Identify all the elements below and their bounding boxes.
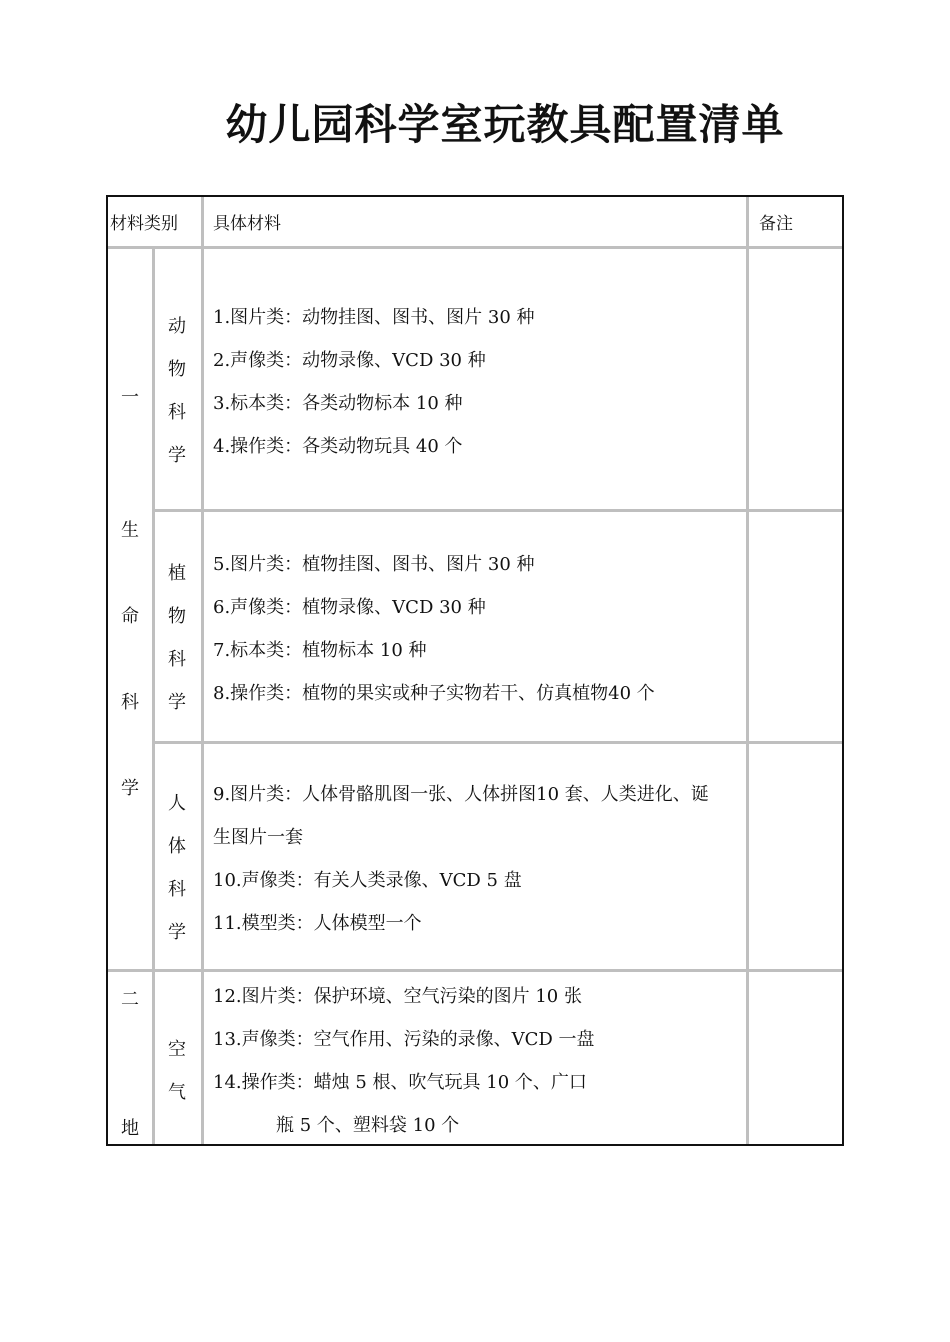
group-char: 学 xyxy=(121,778,139,799)
list-item: 14.操作类：蜡烛 5 根、吹气玩具 10 个、广口 xyxy=(213,1072,587,1093)
list-item: 9.图片类：人体骨骼肌图一张、人体拼图10 套、人类进化、诞 xyxy=(213,784,709,805)
column-divider xyxy=(746,197,749,1144)
subcategory-animal-science: 动 物 科 学 xyxy=(168,316,186,466)
list-item: 生图片一套 xyxy=(213,827,303,848)
list-item: 瓶 5 个、塑料袋 10 个 xyxy=(276,1115,460,1136)
human-science-items xyxy=(213,773,709,945)
subcategory-human-science: 人 体 科 学 xyxy=(168,793,186,943)
header-materials: 具体材料 xyxy=(213,214,281,234)
subcategory-plant-science: 植 物 科 学 xyxy=(168,563,186,713)
column-divider xyxy=(201,197,204,1144)
row-divider xyxy=(152,509,842,512)
list-item: 12.图片类：保护环境、空气污染的图片 10 张 xyxy=(213,986,582,1007)
list-item: 8.操作类：植物的果实或种子实物若干、仿真植物40 个 xyxy=(213,683,655,704)
list-item: 2.声像类：动物录像、VCD 30 种 xyxy=(213,350,486,371)
list-item: 3.标本类：各类动物标本 10 种 xyxy=(213,393,463,414)
header-category: 材料类别 xyxy=(110,214,178,234)
page-title: 幼儿园科学室玩教具配置清单 xyxy=(225,100,785,149)
air-items xyxy=(213,975,595,1147)
materials-table xyxy=(106,195,844,1146)
row-divider xyxy=(108,246,842,249)
list-item: 1.图片类：动物挂图、图书、图片 30 种 xyxy=(213,307,535,328)
header-notes: 备注 xyxy=(759,214,793,234)
list-item: 10.声像类：有关人类录像、VCD 5 盘 xyxy=(213,870,522,891)
group-char: 科 xyxy=(121,692,139,713)
list-item: 5.图片类：植物挂图、图书、图片 30 种 xyxy=(213,554,535,575)
plant-science-items xyxy=(213,543,655,715)
group-char: 生 xyxy=(121,520,139,541)
row-divider xyxy=(152,741,842,744)
group-char: 一 xyxy=(121,387,139,408)
row-divider xyxy=(108,969,842,972)
group-char: 命 xyxy=(121,606,139,627)
list-item: 4.操作类：各类动物玩具 40 个 xyxy=(213,436,463,457)
list-item: 6.声像类：植物录像、VCD 30 种 xyxy=(213,597,486,618)
list-item: 7.标本类：植物标本 10 种 xyxy=(213,640,427,661)
list-item: 11.模型类：人体模型一个 xyxy=(213,913,422,934)
list-item: 13.声像类：空气作用、污染的录像、VCD 一盘 xyxy=(213,1029,595,1050)
animal-science-items xyxy=(213,296,535,468)
group-char: 二 xyxy=(121,989,139,1010)
group-char: 地 xyxy=(121,1118,139,1139)
subcategory-air: 空 气 xyxy=(168,1039,186,1103)
